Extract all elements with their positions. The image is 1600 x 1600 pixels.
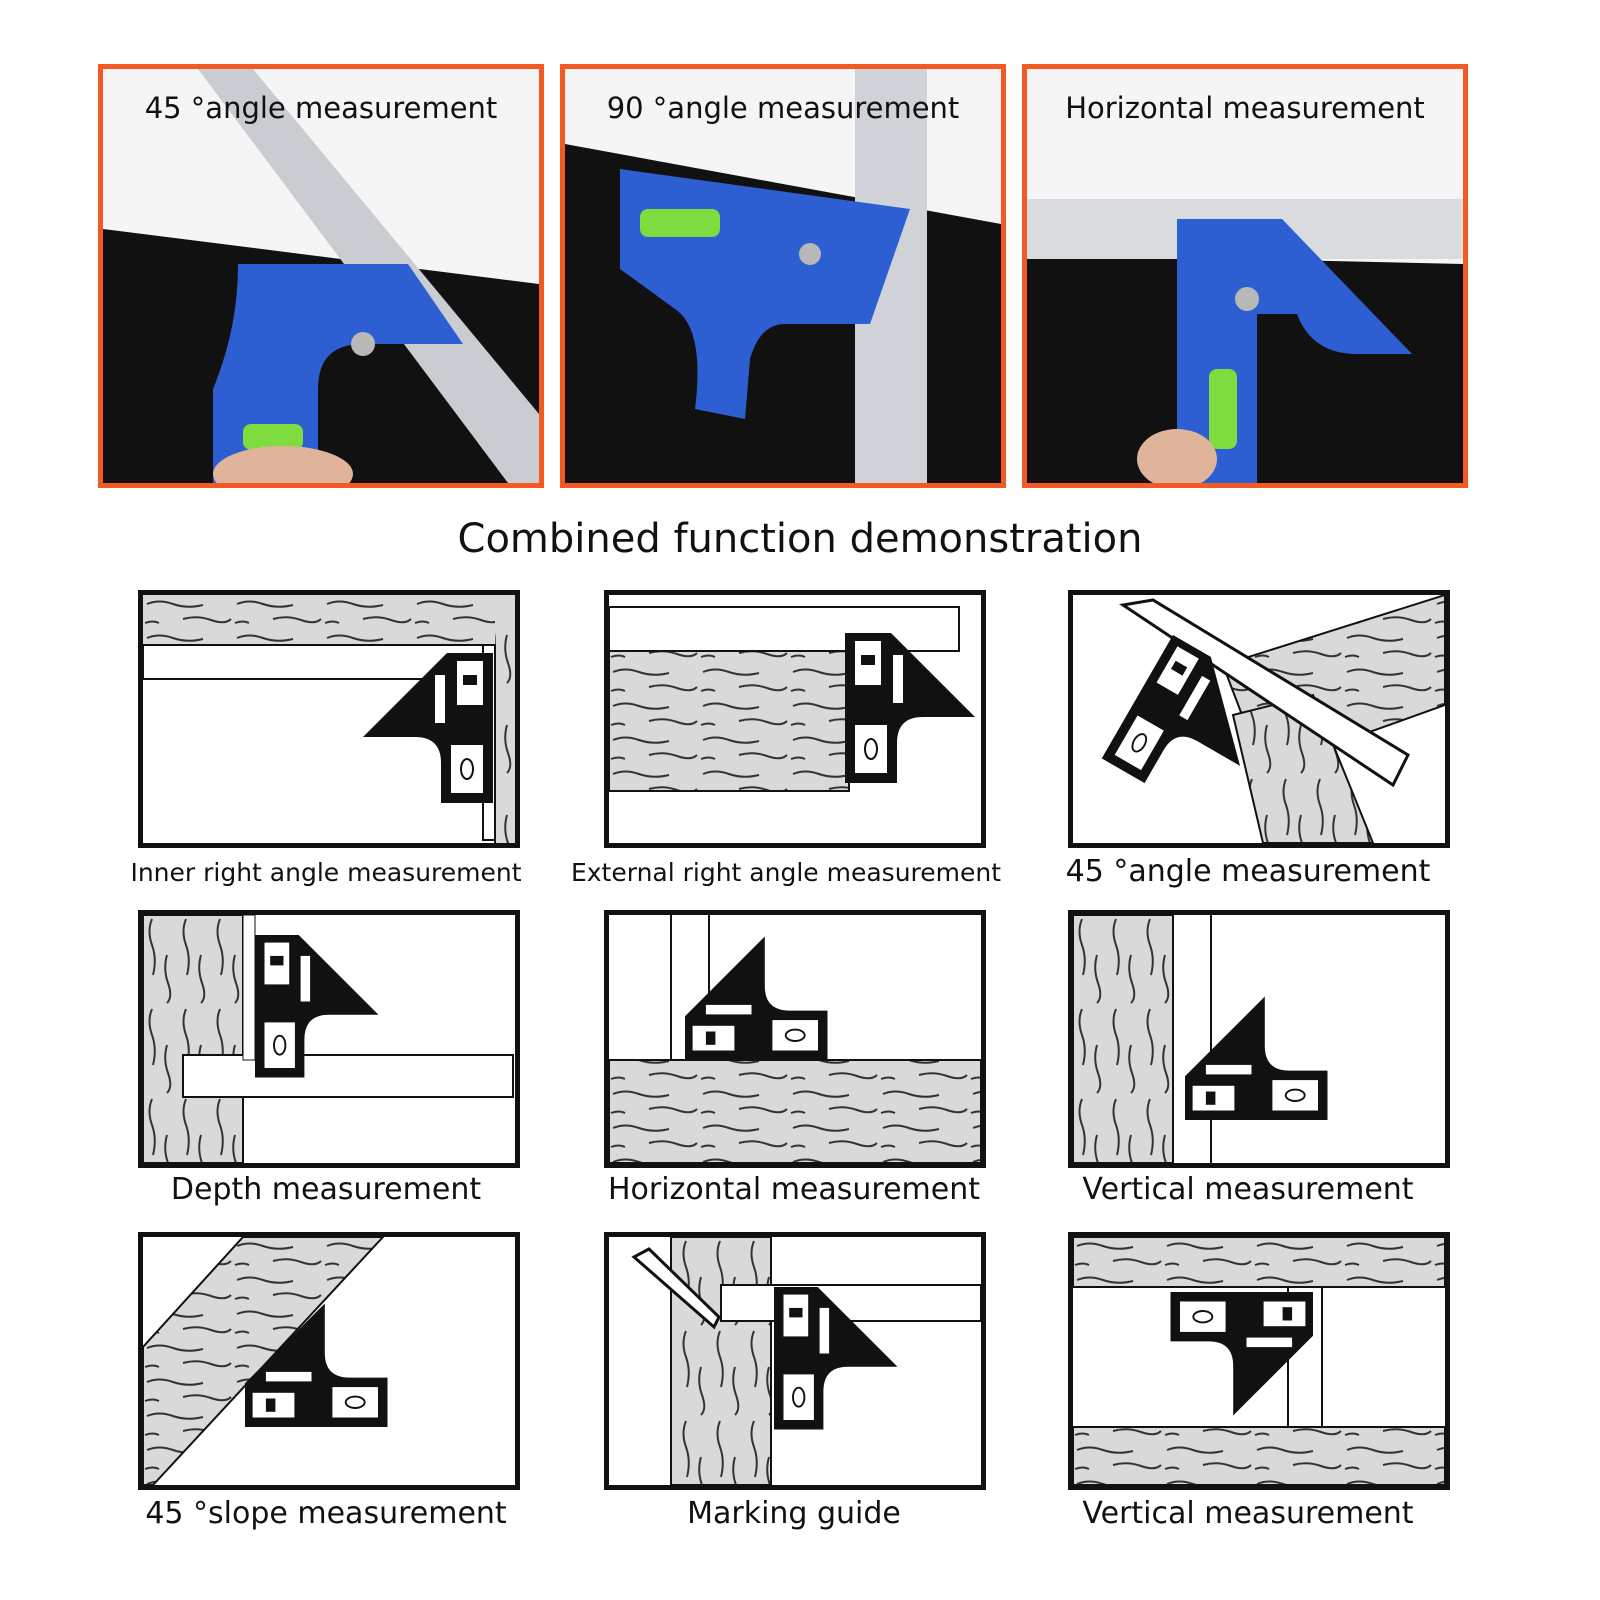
photo-45-angle bbox=[98, 64, 544, 488]
diagram-45-slope bbox=[138, 1232, 520, 1490]
diagram-external-right-angle bbox=[604, 590, 986, 848]
diagram-caption: External right angle measurement bbox=[570, 858, 1002, 887]
photo-horizontal bbox=[1022, 64, 1468, 488]
diagram-vertical-2 bbox=[1068, 1232, 1450, 1490]
diagram-vertical-drawing bbox=[1073, 915, 1445, 1163]
diagram-caption: Horizontal measurement bbox=[607, 1172, 980, 1207]
photo-90-angle-illustration bbox=[565, 69, 1001, 483]
diagram-caption: Marking guide bbox=[687, 1496, 901, 1531]
diagram-vertical bbox=[1068, 910, 1450, 1168]
diagram-marking-guide bbox=[604, 1232, 986, 1490]
photo-label: Horizontal measurement bbox=[1065, 91, 1425, 125]
photo-45-angle-illustration bbox=[103, 69, 539, 483]
diagram-caption: Vertical measurement bbox=[1082, 1496, 1414, 1531]
diagram-vertical-2-drawing bbox=[1073, 1237, 1445, 1485]
diagram-caption: Depth measurement bbox=[170, 1172, 482, 1207]
diagram-horizontal-drawing bbox=[609, 915, 981, 1163]
photo-horizontal-illustration bbox=[1027, 69, 1463, 483]
diagram-45-angle-drawing bbox=[1073, 595, 1445, 843]
diagram-depth bbox=[138, 910, 520, 1168]
diagram-caption: Vertical measurement bbox=[1082, 1172, 1414, 1207]
diagram-external-right-angle-drawing bbox=[609, 595, 981, 843]
photo-label: 90 °angle measurement bbox=[606, 91, 960, 125]
diagram-caption: Inner right angle measurement bbox=[130, 858, 522, 887]
diagram-marking-guide-drawing bbox=[609, 1237, 981, 1485]
diagram-caption: 45 °angle measurement bbox=[1065, 854, 1431, 889]
section-title: Combined function demonstration bbox=[457, 516, 1143, 562]
diagram-inner-right-angle bbox=[138, 590, 520, 848]
diagram-inner-right-angle-drawing bbox=[143, 595, 515, 843]
diagram-depth-drawing bbox=[143, 915, 515, 1163]
diagram-45-slope-drawing bbox=[143, 1237, 515, 1485]
diagram-caption: 45 °slope measurement bbox=[145, 1496, 507, 1531]
diagram-horizontal bbox=[604, 910, 986, 1168]
diagram-45-angle bbox=[1068, 590, 1450, 848]
photo-90-angle bbox=[560, 64, 1006, 488]
photo-label: 45 °angle measurement bbox=[144, 91, 498, 125]
